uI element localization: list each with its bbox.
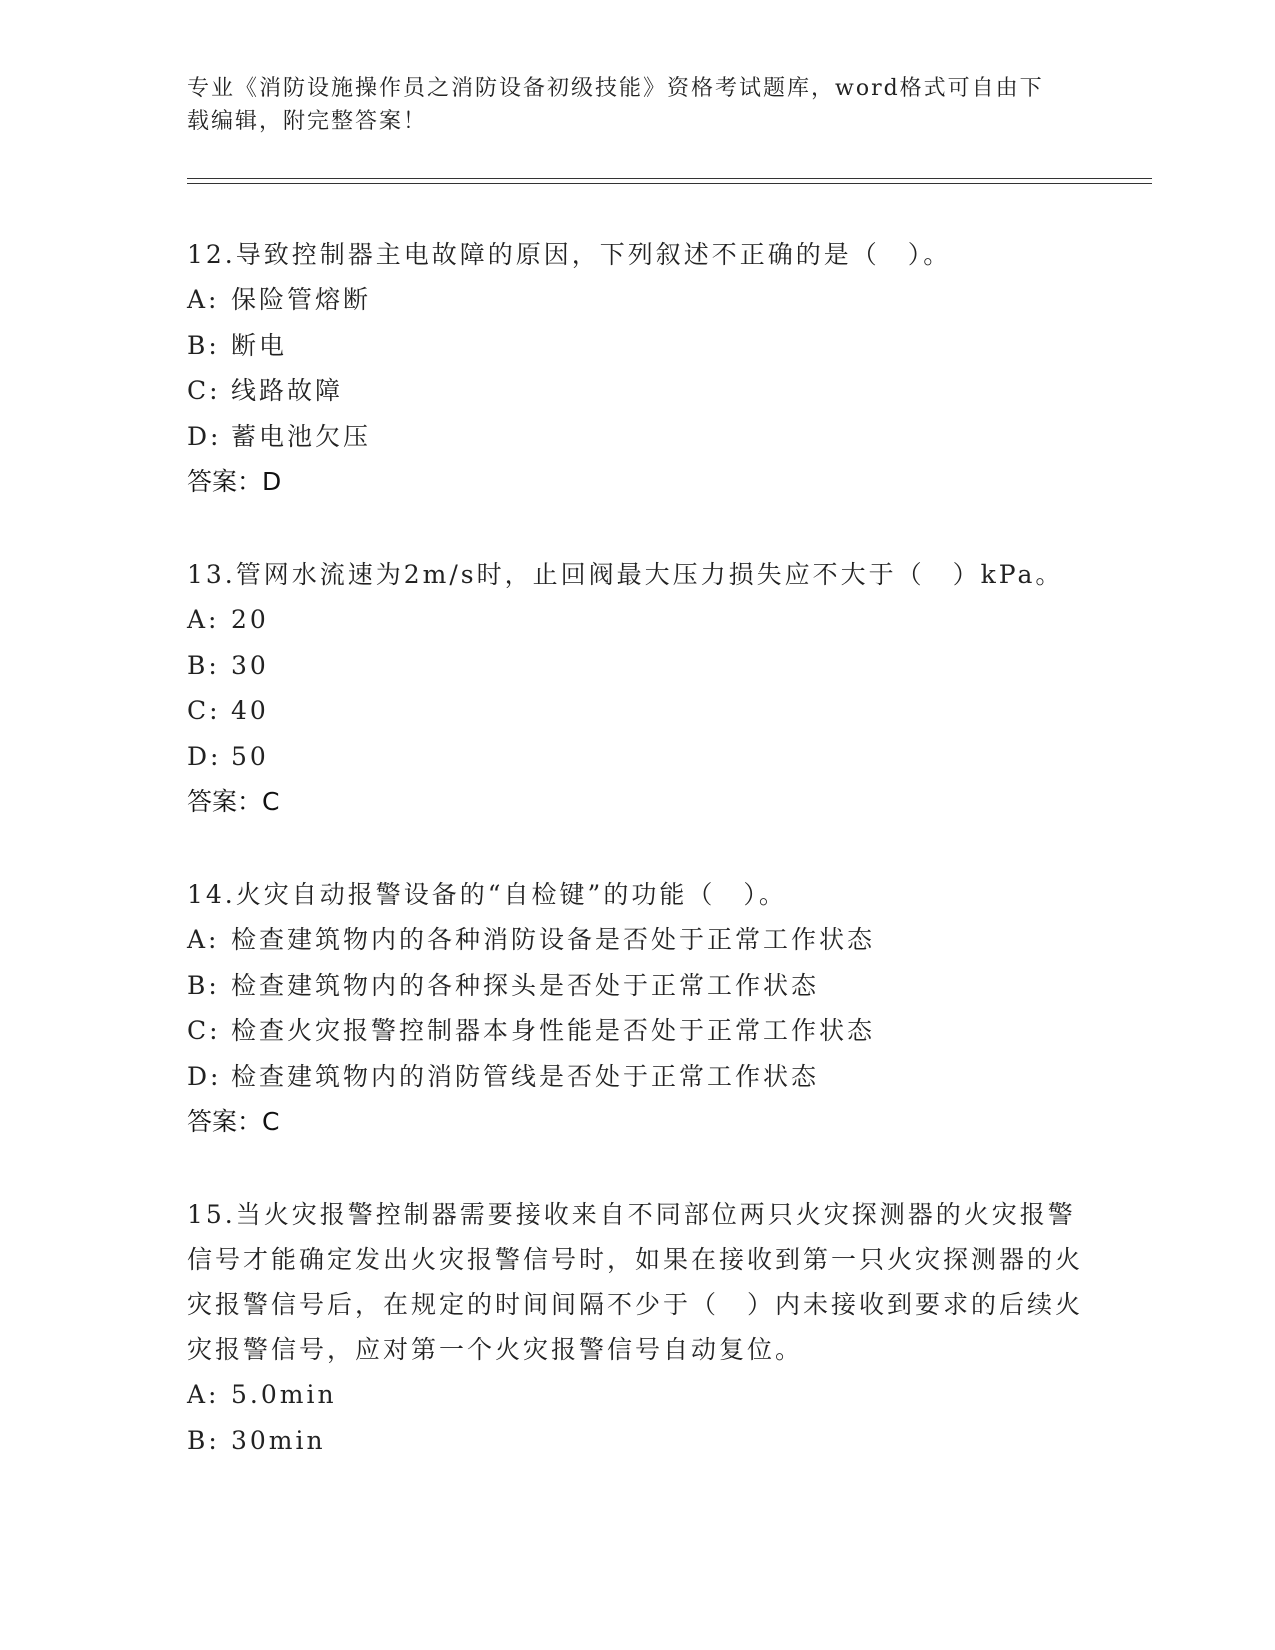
option-c <box>187 1008 1087 1054</box>
option-d <box>187 414 1087 460</box>
question-14 <box>187 872 1087 1144</box>
option-d <box>187 734 1087 780</box>
option-letter: A: <box>187 605 220 634</box>
option-letter: C: <box>187 376 221 405</box>
option-letter: A: <box>187 285 220 314</box>
option-c <box>187 688 1087 734</box>
option-text: 检查建筑物内的各种消防设备是否处于正常工作状态 <box>231 925 876 954</box>
option-letter: B: <box>187 970 220 1000</box>
question-stem <box>187 552 1087 597</box>
option-text: 线路故障 <box>231 376 344 405</box>
answer: 答案：D <box>187 467 282 496</box>
option-text: 检查建筑物内的消防管线是否处于正常工作状态 <box>231 1061 820 1091</box>
option-text: 20 <box>231 605 269 634</box>
option-text: 5.0min <box>231 1380 337 1409</box>
question-number: 15. <box>187 1200 236 1229</box>
option-a <box>187 277 1087 323</box>
question-text: 导致控制器主电故障的原因，下列叙述不正确的是（ ）。 <box>235 240 952 269</box>
question-13 <box>187 552 1087 824</box>
document-header <box>187 72 1067 138</box>
question-stem <box>187 232 1087 277</box>
question-12 <box>187 232 1087 504</box>
question-text: 当火灾报警控制器需要接收来自不同部位两只火灾探测器的火灾报警信号才能确定发出火灾报警信号时，如果在接收到第一只火灾探测器的火灾报警信号后，在规定的时间间隔不少于（ ）内未接收到要求的后续火灾报警信号，应对第一个火灾报警信号自动复位。 <box>187 1200 1084 1364</box>
header-divider-top <box>187 178 1152 179</box>
option-letter: B: <box>187 650 220 680</box>
question-15 <box>187 1192 1087 1463</box>
header-divider-bottom <box>187 183 1152 184</box>
question-text: 火灾自动报警设备的“自检键”的功能（ ）。 <box>235 880 787 909</box>
option-letter: D: <box>187 741 222 771</box>
option-letter: A: <box>187 1380 220 1409</box>
option-text: 30min <box>231 1425 326 1455</box>
option-text: 检查火灾报警控制器本身性能是否处于正常工作状态 <box>231 1016 876 1045</box>
option-text: 50 <box>231 741 269 771</box>
option-b <box>187 643 1087 689</box>
answer: 答案：C <box>187 1107 280 1136</box>
option-c <box>187 368 1087 414</box>
option-letter: A: <box>187 925 220 954</box>
option-text: 保险管熔断 <box>231 285 372 314</box>
question-number: 12. <box>187 240 236 269</box>
option-text: 蓄电池欠压 <box>231 421 372 451</box>
option-letter: C: <box>187 696 221 725</box>
option-letter: D: <box>187 1061 222 1091</box>
question-text: 管网水流速为2m/s时，止回阀最大压力损失应不大于（ ）kPa。 <box>235 560 1064 589</box>
option-a <box>187 597 1087 643</box>
option-a <box>187 917 1087 963</box>
option-b <box>187 1418 1087 1464</box>
question-stem <box>187 872 1087 917</box>
option-text: 30 <box>231 650 269 680</box>
option-text: 断电 <box>231 330 288 360</box>
option-letter: C: <box>187 1016 221 1045</box>
option-b <box>187 963 1087 1009</box>
question-number: 13. <box>187 560 236 589</box>
header-text: 专业《消防设施操作员之消防设备初级技能》资格考试题库，word格式可自由下载编辑，附完整答案！ <box>187 76 1044 134</box>
question-stem <box>187 1192 1087 1372</box>
option-b <box>187 323 1087 369</box>
option-letter: D: <box>187 421 222 451</box>
option-text: 40 <box>231 696 269 725</box>
option-d <box>187 1054 1087 1100</box>
option-a <box>187 1372 1087 1418</box>
option-letter: B: <box>187 330 220 360</box>
question-number: 14. <box>187 880 236 909</box>
option-letter: B: <box>187 1425 220 1455</box>
option-text: 检查建筑物内的各种探头是否处于正常工作状态 <box>231 970 820 1000</box>
answer: 答案：C <box>187 787 280 816</box>
